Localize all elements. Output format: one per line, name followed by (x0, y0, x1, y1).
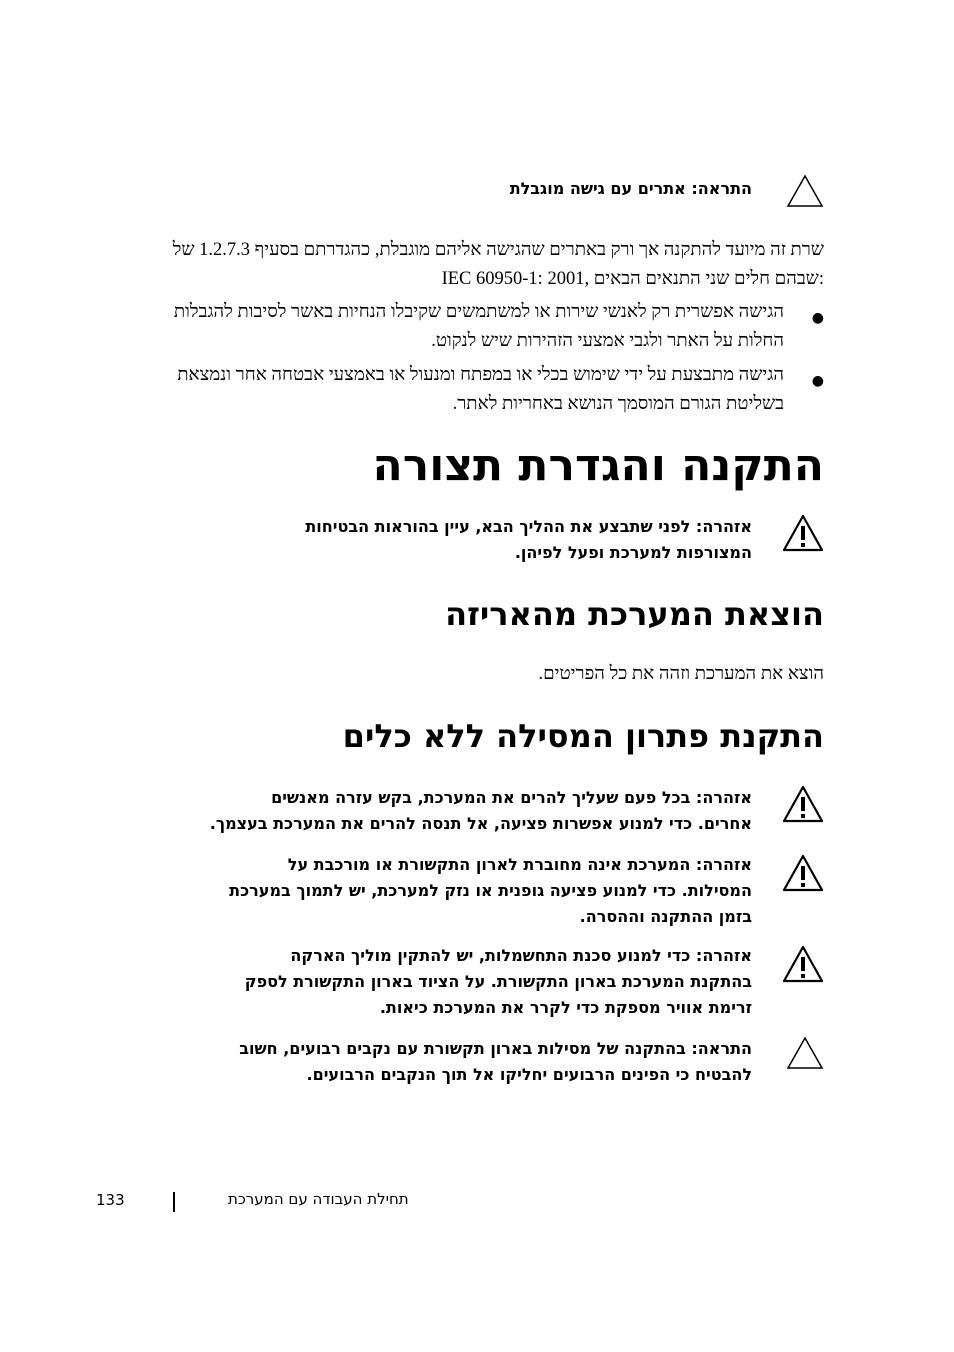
bullet-2-line-1: הגישה מתבצעת על ידי שימוש בכלי או במפתח ומנעול או באמצעי אבטחה אחר ונמצאת (177, 365, 784, 385)
conditions-list (104, 298, 824, 418)
warning-lifting (104, 785, 824, 841)
warning-4-line-1: אזהרה: כדי למנוע סכנת התחשמלות, יש להתקין מוליך הארקה (290, 946, 752, 965)
warning-safety-instructions (104, 514, 824, 570)
caution-restricted-access (104, 174, 824, 210)
caution-label: התראה (697, 179, 752, 198)
warning-3-line-1: אזהרה: המערכת אינה מחוברת לארון התקשורת או מורכבת על (287, 855, 752, 874)
warning-grounding (104, 943, 824, 1023)
footer-divider (173, 1192, 175, 1212)
caution-triangle-icon (786, 1036, 824, 1070)
heading-rail-installation: התקנת פתרון המסילה ללא כלים (342, 717, 824, 755)
caution-square-hole-rails (104, 1036, 824, 1092)
bullet-icon: ● (811, 373, 824, 389)
list-item (104, 361, 824, 419)
intro-line-1: שרת זה מיועד להתקנה אך ורק באתרים שהגישה אליהם מוגבלת, כהגדרתם בסעיף 1.2.7.3 של (172, 240, 824, 260)
unpack-text: הוצא את המערכת וזהה את כל הפריטים. (538, 664, 824, 684)
list-item (104, 298, 824, 356)
warning-support-system (104, 852, 824, 932)
caution-triangle-icon (786, 174, 824, 208)
warning-1-line-1: אזהרה: לפני שתבצע את ההליך הבא, עיין בהוראות הבטיחות (305, 517, 752, 536)
bullet-icon: ● (811, 310, 824, 326)
caution-2-line-2: להבטיח כי הפינים הרבועים יחליקו אל תוך הנקבים הרבועים. (306, 1065, 752, 1084)
heading-unpacking: הוצאת המערכת מהאריזה (445, 595, 824, 633)
bullet-1-line-1: הגישה אפשרית רק לאנשי שירות או למשתמשים שקיבלו הנחיות באשר לסיבות להגבלות (173, 302, 784, 322)
warning-triangle-icon (782, 945, 824, 983)
page-footer (0, 1190, 954, 1214)
caution-2-line-1: התראה: בהתקנה של מסילות בארון תקשורת עם נקבים רבועים, חשוב (239, 1039, 752, 1058)
bullet-1-line-2: החלות על האתר ולגבי אמצעי הזהירות שיש לנקוט. (431, 331, 784, 351)
heading-installation-setup: התקנה והגדרת תצורה (372, 440, 824, 491)
intro-line-2-text: IEC 60950-1: 2001, שבהם חלים שני התנאים הבאים: (441, 269, 824, 289)
warning-4-line-2: בהתקנת המערכת בארון התקשורת. על הציוד בארון התקשורת לספק (244, 972, 752, 991)
bullet-2-line-2: בשליטת הגורם המוסמך הנושא באחריות לאתר. (452, 394, 784, 414)
warning-3-line-2: המסילות. כדי למנוע פציעה גופנית או נזק למערכת, יש לתמוך במערכת (229, 881, 752, 900)
unpack-paragraph (104, 660, 824, 689)
warning-2-line-1: אזהרה: בכל פעם שעליך להרים את המערכת, בקש עזרה מאנשים (271, 788, 752, 807)
footer-chapter-title: תחילת העבודה עם המערכת (228, 1190, 409, 1208)
page-number: 133 (96, 1191, 125, 1209)
intro-paragraph (104, 236, 824, 294)
caution-title: : אתרים עם גישה מוגבלת (509, 179, 698, 198)
warning-triangle-icon (782, 785, 824, 823)
warning-3-line-3: בזמן ההתקנה וההסרה. (579, 907, 752, 926)
warning-4-line-3: זרימת אוויר מספקת כדי לקרר את המערכת כיאות. (379, 998, 752, 1017)
intro-line-2 (104, 265, 824, 294)
warning-triangle-icon (782, 854, 824, 892)
warning-2-line-2: אחרים. כדי למנוע אפשרות פציעה, אל תנסה להרים את המערכת בעצמך. (209, 814, 752, 833)
warning-1-line-2: המצורפות למערכת ופעל לפיהן. (514, 543, 752, 562)
warning-triangle-icon (782, 514, 824, 552)
